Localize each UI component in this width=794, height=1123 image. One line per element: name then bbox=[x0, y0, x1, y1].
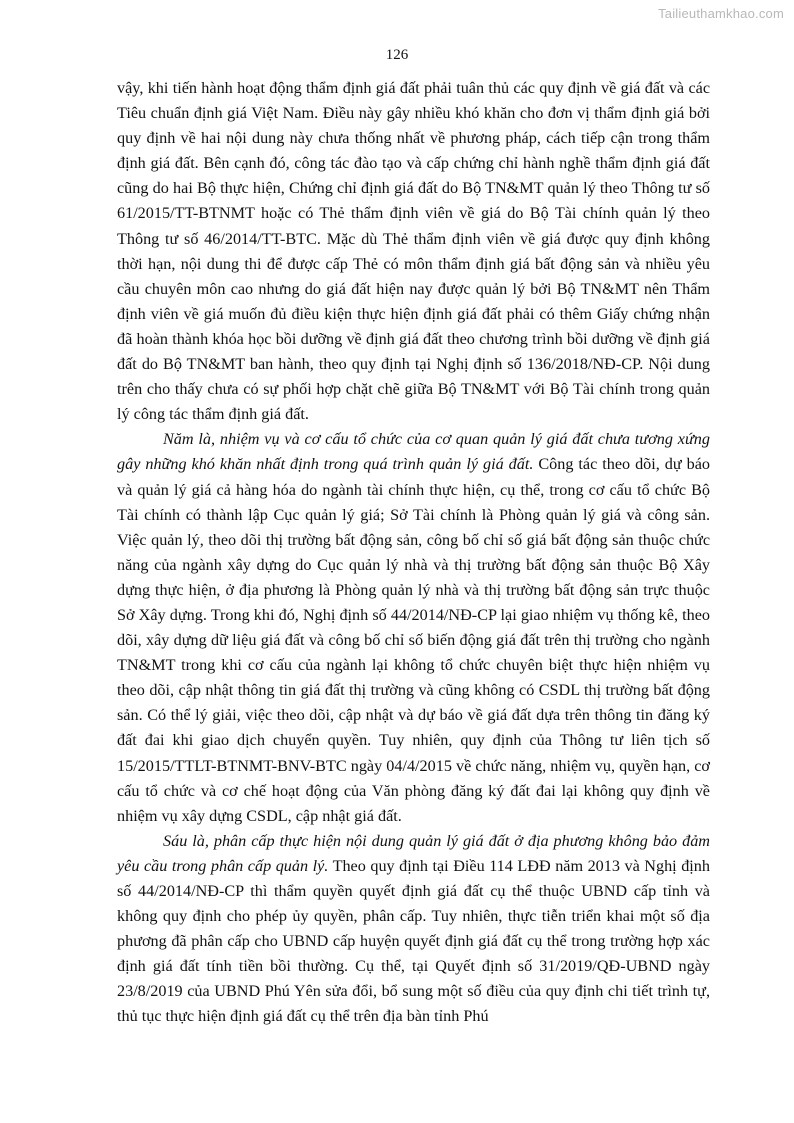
paragraph-1 bbox=[117, 76, 710, 427]
paragraph-3-italic-lead: Sáu là, phân cấp thực hiện nội dung quản lý giá đất ở địa phương không bảo đảm yêu cầu trong phân cấp quản lý. bbox=[117, 831, 710, 875]
page-number: 126 bbox=[385, 47, 409, 63]
paragraph-1-text: vậy, khi tiến hành hoạt động thẩm định giá đất phải tuân thủ các quy định về giá đất và các Tiêu chuẩn định giá Việt Nam. Điều này gây nhiều khó khăn cho đơn vị thẩm định giá bởi quy định về hai nội dung này chưa thống nhất về phương pháp, cách tiếp cận trong thẩm định giá đất. Bên cạnh đó, công tác đào tạo và cấp chứng chỉ hành nghề thẩm định giá đất cũng do hai Bộ thực hiện, Chứng chỉ định giá đất do Bộ TN&MT quản lý theo Thông tư số 61/2015/TT-BTNMT hoặc có Thẻ thẩm định viên về giá do Bộ Tài chính quản lý theo Thông tư số 46/2014/TT-BTC. Mặc dù Thẻ thẩm định viên về giá được quy định không thời hạn, nội dung thi để được cấp Thẻ có môn thẩm định giá bất động sản và nhiều yêu cầu chuyên môn cao nhưng do giá đất hiện nay được quản lý bởi Bộ TN&MT nên Thẩm định viên về giá muốn đủ điều kiện thực hiện định giá đất phải có thêm Giấy chứng nhận đã hoàn thành khóa học bồi dưỡng về định giá đất theo chương trình bồi dưỡng về định giá đất do Bộ TN&MT ban hành, theo quy định tại Nghị định số 136/2018/NĐ-CP. Nội dung trên cho thấy chưa có sự phối hợp chặt chẽ giữa Bộ TN&MT với Bộ Tài chính trong quản lý công tác thẩm định giá đất. bbox=[117, 79, 710, 424]
paragraph-3 bbox=[117, 829, 710, 1030]
document-body bbox=[117, 76, 710, 1030]
paragraph-2-italic-lead: Năm là, nhiệm vụ và cơ cấu tổ chức của cơ quan quản lý giá đất chưa tương xứng gây những khó khăn nhất định trong quá trình quản lý giá đất. bbox=[117, 430, 710, 474]
paragraph-2-text: Công tác theo dõi, dự báo và quản lý giá cả hàng hóa do ngành tài chính thực hiện, cụ thể, trong cơ cấu tổ chức Bộ Tài chính có thành lập Cục quản lý giá; Sở Tài chính là Phòng quản lý giá và công sản. Việc quản lý, theo dõi thị trường bất động sản, công bố chỉ số giá bất động sản thuộc chức năng của ngành xây dựng do Cục quản lý nhà và thị trường bất động sản thuộc Bộ Xây dựng thực hiện, ở địa phương là Phòng quản lý nhà và thị trường bất động sản trực thuộc Sở Xây dựng. Trong khi đó, Nghị định số 44/2014/NĐ-CP lại giao nhiệm vụ thống kê, theo dõi, xây dựng dữ liệu giá đất và công bố chỉ số biến động giá đất trên thị trường cho ngành TN&MT trong khi cơ cấu của ngành lại không tổ chức chuyên biệt thực hiện nhiệm vụ theo dõi, cập nhật thông tin giá đất thị trường và cũng không có CSDL thị trường bất động sản. Có thể lý giải, việc theo dõi, cập nhật và dự báo về giá đất dựa trên thông tin đăng ký đất đai khi giao dịch chuyển quyền. Tuy nhiên, quy định của Thông tư liên tịch số 15/2015/TTLT-BTNMT-BNV-BTC ngày 04/4/2015 về chức năng, nhiệm vụ, quyền hạn, cơ cấu tổ chức và cơ chế hoạt động của Văn phòng đăng ký đất đai lại không quy định về nhiệm vụ xây dựng CSDL, cập nhật giá đất. bbox=[117, 455, 710, 825]
paragraph-3-text: Theo quy định tại Điều 114 LĐĐ năm 2013 và Nghị định số 44/2014/NĐ-CP thì thẩm quyền quyết định giá đất cụ thể thuộc UBND cấp tỉnh và không quy định cho phép ủy quyền, phân cấp. Tuy nhiên, thực tiễn triển khai một số địa phương đã phân cấp cho UBND cấp huyện quyết định giá đất cụ thể trong trường hợp xác định giá đất tính tiền bồi thường. Cụ thể, tại Quyết định số 31/2019/QĐ-UBND ngày 23/8/2019 của UBND Phú Yên sửa đổi, bổ sung một số điều của quy định chi tiết trình tự, thủ tục thực hiện định giá đất cụ thể trên địa bàn tỉnh Phú bbox=[117, 856, 710, 1026]
paragraph-2 bbox=[117, 427, 710, 829]
watermark-text: Tailieuthamkhao.com bbox=[658, 6, 784, 21]
